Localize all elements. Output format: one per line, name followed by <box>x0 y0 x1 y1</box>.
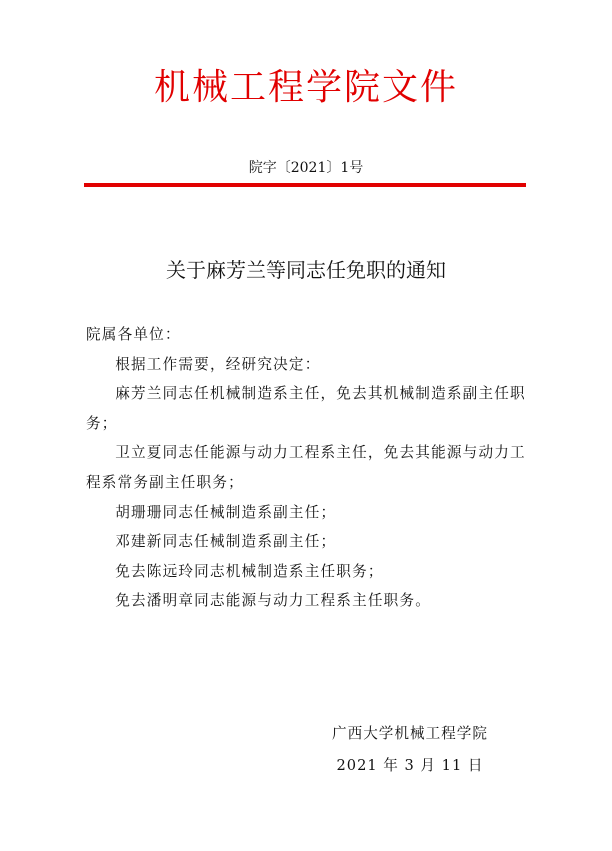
notice-body <box>86 320 530 616</box>
paragraph-appointment-3: 胡珊珊同志任械制造系副主任； <box>115 503 337 521</box>
signature-organization: 广西大学机械工程学院 <box>332 725 488 742</box>
document-header-title: 机械工程学院文件 <box>153 67 458 108</box>
paragraph-appointment-1: 麻芳兰同志任机械制造系主任，免去其机械制造系副主任职务； <box>86 385 526 432</box>
red-divider-line <box>84 183 526 187</box>
signature-block <box>300 718 520 782</box>
signature-date: 2021 年 3 月 11 日 <box>336 757 484 774</box>
paragraph-removal-1: 免去陈远玲同志机械制造系主任职务； <box>115 562 384 580</box>
document-number: 院字〔2021〕1号 <box>248 160 364 176</box>
paragraph-removal-2: 免去潘明章同志能源与动力工程系主任职务。 <box>115 592 432 610</box>
paragraph-appointment-2: 卫立夏同志任能源与动力工程系主任，免去其能源与动力工程系常务副主任职务； <box>86 444 526 491</box>
paragraph-appointment-4: 邓建新同志任械制造系副主任； <box>115 533 337 551</box>
salutation: 院属各单位： <box>86 326 181 343</box>
notice-title: 关于麻芳兰等同志任免职的通知 <box>166 258 446 282</box>
paragraph-decision-intro: 根据工作需要，经研究决定： <box>115 355 321 373</box>
